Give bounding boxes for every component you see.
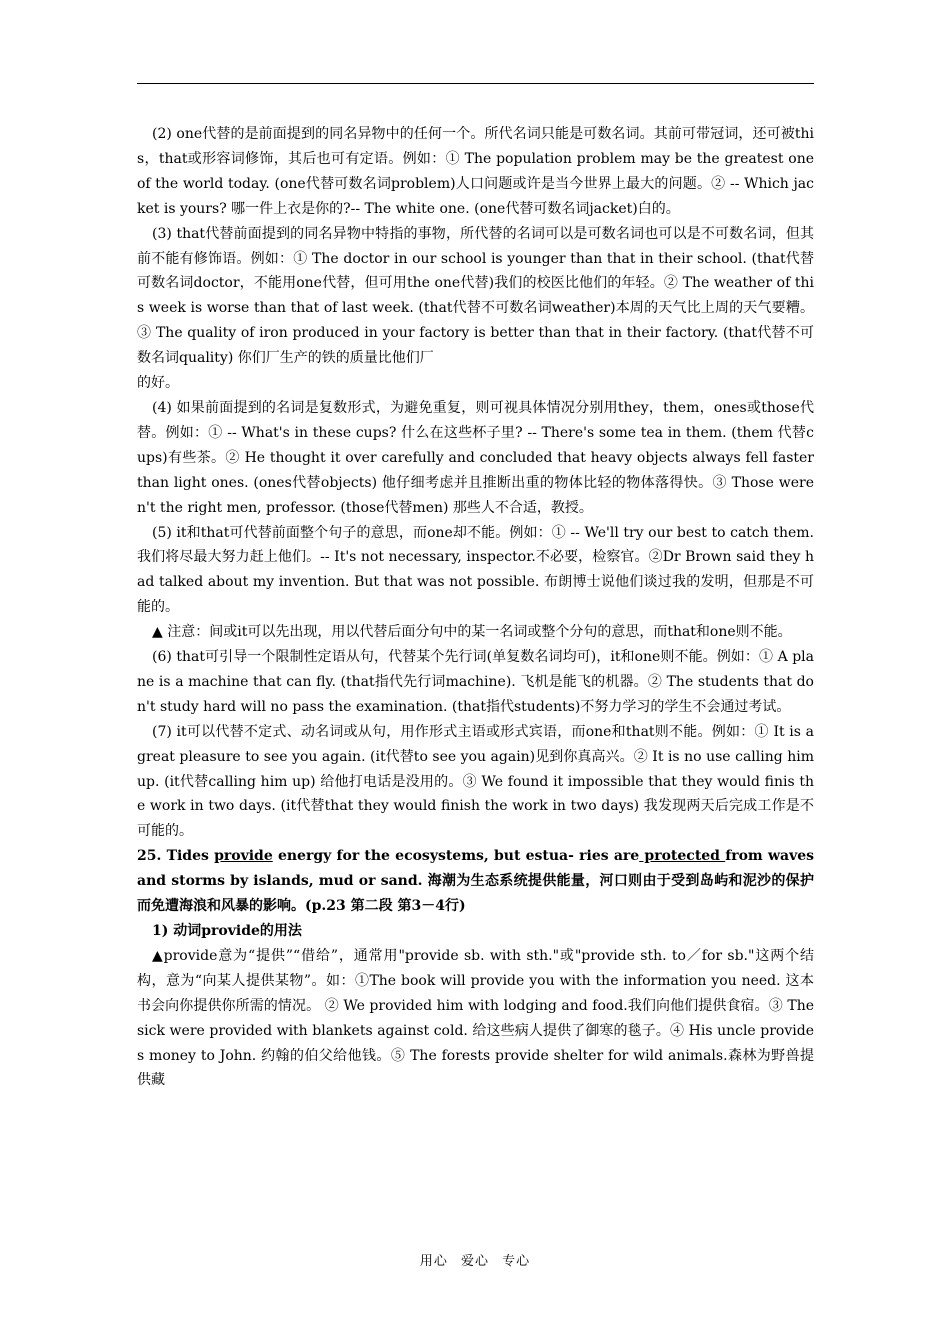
item-25-heading <box>137 844 814 919</box>
item-25-text-a: 25. Tides <box>137 848 215 865</box>
note-paragraph: ▲ 注意：间或it可以先出现，用以代替后面分句中的某一名词或整个分句的意思，而that和one则不能。 <box>152 624 792 641</box>
paragraph-6: (6) that可引导一个限制性定语从句，代替某个先行词(单复数名词均可)，it和one则不能。例如：① A plane is a machine that can fly. (that指代先行词machine). 飞机是能飞的机器。② The students that don't study hard will no pass the examination. (that指代students)不努力学习的学生不会通过考试。 <box>137 649 814 715</box>
provide-usage-paragraph: ▲provide意为“提供”“借给”，通常用"provide sb. with sth."或"provide sth. to／for sb."这两个结构，意为“向某人提供某物”。如：①The book will provide you with the information you need. 这本书会向你提供你所需的情况。 ② We provided him with lodging and food.我们向他们提供食宿。③ The sick were provided with blankets against cold. 给这些病人提供了御寒的毯子。④ His uncle provides money to John. 约翰的伯父给他钱。⑤ The forests provide shelter for wild animals.森林为野兽提供藏 <box>137 947 814 1089</box>
section-subheading: 1) 动词provide的用法 <box>152 923 302 939</box>
paragraph-5: (5) it和that可代替前面整个句子的意思，而one却不能。例如：① -- We'll try our best to catch them. 我们将尽最大努力赶上他们。-- It's not necessary, inspector.不必要，检察官。②Dr Brown said they had talked about my invention. But that was not possible. 布朗博士说他们谈过我的发明，但那是不可能的。 <box>137 524 814 616</box>
page-footer: 用心 爱心 专心 <box>419 1254 531 1269</box>
item-25-underlined-provide: provide <box>214 848 273 865</box>
document-body <box>137 122 814 1093</box>
paragraph-3: (3) that代替前面提到的同名异物中特指的事物，所代替的名词可以是可数名词也可以是不可数名词，但其前不能有修饰语。例如：① The doctor in our school is younger than that in their school. (that代替可数名词doctor，不能用one代替，但可用the one代替)我们的校医比他们的年轻。② The weather of this week is worse than that of last week. (that代替不可数名词weather)本周的天气比上周的天气要糟。③ The quality of iron produced in your factory is better than that in their factory. (that代替不可数名词quality) 你们厂生产的铁的质量比他们厂 <box>137 225 814 367</box>
paragraph-3-continued: 的好。 <box>137 375 179 392</box>
item-25-text-e: from waves and storms by islands, mud or sand. 海潮为生态系统提供能量，河口则由于受到岛屿和泥沙的保护而免遭海浪和风暴的影响。(p.23 第二段 第3－4行) <box>137 848 814 915</box>
header-rule <box>137 83 814 84</box>
paragraph-2: (2) one代替的是前面提到的同名异物中的任何一个。所代名词只能是可数名词。其前可带冠词，还可被this，that或形容词修饰，其后也可有定语。例如：① The population problem may be the greatest one of the world today. (one代替可数名词problem)人口问题或许是当今世界上最大的问题。② -- Which jacket is yours? 哪一件上衣是你的?-- The white one. (one代替可数名词jacket)白的。 <box>137 126 814 217</box>
paragraph-4: (4) 如果前面提到的名词是复数形式，为避免重复，则可视具体情况分别用they，them，ones或those代替。例如：① -- What's in these cups? 什么在这些杯子里? -- There's some tea in them. (them 代替cups)有些茶。② He thought it over carefully and concluded that heavy objects always fell faster than light ones. (ones代替objects) 他仔细考虑并且推断出重的物体比轻的物体落得快。③ Those weren't the right men, professor. (those代替men) 那些人不合适，教授。 <box>137 399 814 516</box>
paragraph-7: (7) it可以代替不定式、动名词或从句，用作形式主语或形式宾语，而one和that则不能。例如：① It is a great pleasure to see you again. (it代替to see you again)见到你真高兴。② It is no use calling him up. (it代替calling him up) 给他打电话是没用的。③ We found it impossible that they would finis the work in two days. (it代替that they would finish the work in two days) 我发现两天后完成工作是不可能的。 <box>137 723 814 840</box>
item-25-text-c: energy for the ecosystems, but estua- ries are <box>272 848 640 865</box>
item-25-underlined-protected: protected <box>639 848 726 865</box>
